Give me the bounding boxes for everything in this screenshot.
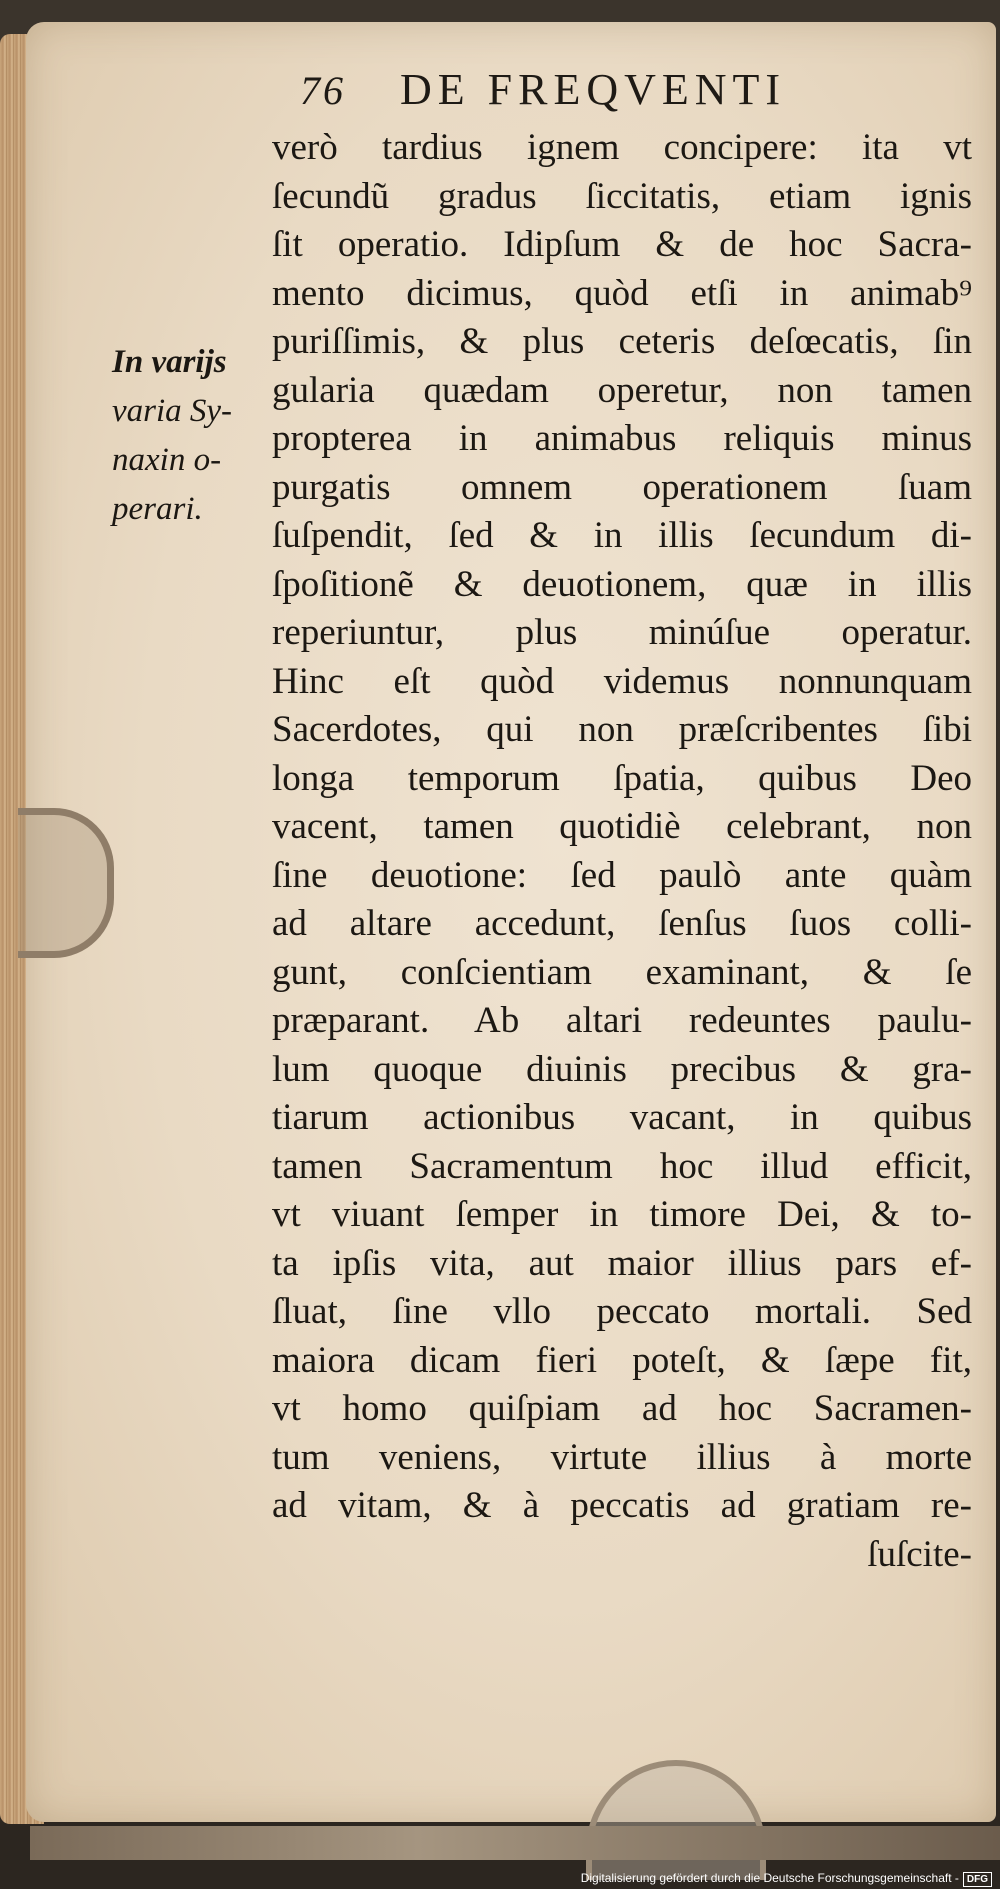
text-line: ſuſpendit, ſed & in illis ſecundum di- [272,515,972,556]
margin-note [112,338,272,534]
catchword: ſuſcite- [867,1533,972,1575]
running-head [300,64,980,115]
text-line: puriſſimis, & plus ceteris deſœcatis, ſin [272,321,972,362]
text-line: gularia quædam operetur, non tamen [272,369,972,411]
digitization-credit [581,1871,992,1887]
margin-note-line: varia Sy- [112,393,233,429]
text-line: præparant. Ab altari redeuntes paulu- [272,1000,972,1041]
text-line: ta ipſis vita, aut maior illius pars ef- [272,1242,972,1284]
dfg-logo: DFG [963,1872,992,1887]
text-line: longa temporum ſpatia, quibus Deo [272,757,972,799]
text-line: ſecundũ gradus ſiccitatis, etiam ignis [272,175,972,217]
text-line: ſit operatio. Idipſum & de hoc Sacra- [272,224,972,265]
text-line: vt homo quiſpiam ad hoc Sacramen- [272,1388,972,1429]
bottom-clasp [586,1760,766,1880]
text-line: purgatis omnem operationem ſuam [272,466,972,508]
text-line: tamen Sacramentum hoc illud efficit, [272,1145,972,1187]
text-line: Sacerdotes, qui non præſcribentes ſibi [272,709,972,750]
text-line: ad altare accedunt, ſenſus ſuos colli- [272,903,972,944]
text-line: mento dicimus, quòd etſi in animab⁹ [272,272,972,314]
text-line: tiarum actionibus vacant, in quibus [272,1097,972,1138]
text-line: Hinc eſt quòd videmus nonnunquam [272,660,972,702]
text-line: ſine deuotione: ſed paulò ante quàm [272,854,972,896]
text-line: maiora dicam fieri poteſt, & ſæpe fit, [272,1339,972,1381]
left-clasp [18,808,114,958]
margin-note-line: naxin o- [112,442,222,478]
page-number: 76 [300,68,346,113]
text-line: ſluat, ſine vllo peccato mortali. Sed [272,1291,972,1332]
text-line: reperiuntur, plus minúſue operatur. [272,612,972,653]
text-line: vt viuant ſemper in timore Dei, & to- [272,1194,972,1235]
text-line: verò tardius ignem concipere: ita vt [272,127,972,168]
text-line: lum quoque diuinis precibus & gra- [272,1048,972,1090]
book-bottom-edge [30,1826,1000,1860]
credit-text: Digitalisierung gefördert durch die Deutsche Forschungsgemeinschaft - [580,1871,959,1885]
body-text [272,124,972,1579]
text-line: ad vitam, & à peccatis ad gratiam re- [272,1485,972,1526]
margin-note-line: perari. [112,491,203,527]
text-line: ſpoſitionẽ & deuotionem, quæ in illis [272,563,972,605]
margin-note-line: In varijs [112,344,227,380]
text-line: vacent, tamen quotidiè celebrant, non [272,806,972,847]
text-line: gunt, conſcientiam examinant, & ſe [272,951,972,993]
running-title: DE FREQVENTI [400,65,787,114]
text-line: tum veniens, virtute illius à morte [272,1436,972,1478]
text-line: propterea in animabus reliquis minus [272,418,972,459]
